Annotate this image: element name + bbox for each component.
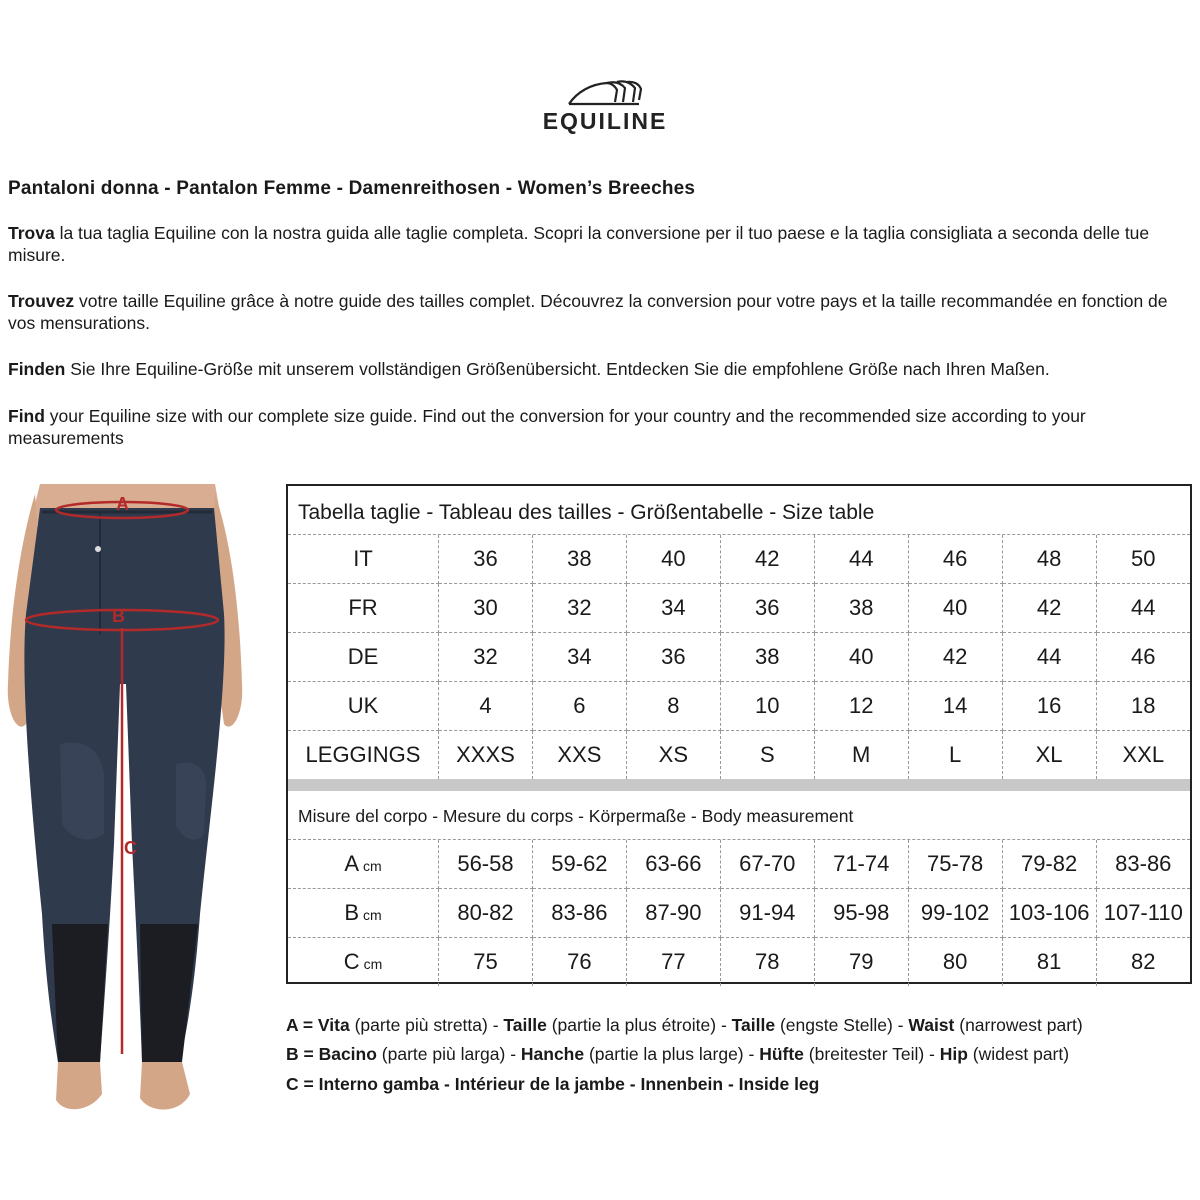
table-cell: 34 xyxy=(626,584,720,633)
row-unit: cm xyxy=(363,907,382,923)
table-cell: 36 xyxy=(439,535,533,584)
table-row xyxy=(288,889,1190,938)
legend-bold: Hüfte xyxy=(759,1044,804,1064)
table-row xyxy=(288,840,1190,889)
model-figure xyxy=(0,484,250,1120)
table-cell: 99-102 xyxy=(908,889,1002,938)
legend-bold: Taille xyxy=(731,1015,776,1035)
table-cell: 6 xyxy=(532,682,626,731)
brand-name: EQUILINE xyxy=(542,108,668,134)
intro-paragraph-fr xyxy=(8,290,1193,334)
table-separator xyxy=(288,779,1190,791)
table-cell: 95-98 xyxy=(814,889,908,938)
row-label xyxy=(288,840,439,889)
legend-bold: B = Bacino xyxy=(286,1044,377,1064)
table-cell: 75-78 xyxy=(908,840,1002,889)
table-cell: XL xyxy=(1002,731,1096,780)
table-cell: 48 xyxy=(1002,535,1096,584)
brand-logo xyxy=(530,78,680,135)
table-cell: 30 xyxy=(439,584,533,633)
table-cell: 44 xyxy=(814,535,908,584)
table-cell: 42 xyxy=(908,633,1002,682)
size-table xyxy=(286,484,1192,984)
table-cell: 40 xyxy=(908,584,1002,633)
table-cell: XXS xyxy=(532,731,626,780)
table-cell: 107-110 xyxy=(1096,889,1190,938)
breeches-model-illustration xyxy=(0,484,250,1120)
row-label: IT xyxy=(288,535,439,584)
table-cell: 10 xyxy=(720,682,814,731)
table-cell: 83-86 xyxy=(532,889,626,938)
marker-a-label: A xyxy=(116,494,129,514)
intro-paragraph-de xyxy=(8,358,1193,380)
table-cell: L xyxy=(908,731,1002,780)
table-cell: 46 xyxy=(1096,633,1190,682)
table-cell: 16 xyxy=(1002,682,1096,731)
intro-text: Sie Ihre Equiline-Größe mit unserem vollständigen Größenübersicht. Entdecken Sie die empfohlene Größe nach Ihren Maßen. xyxy=(65,359,1050,379)
table-cell: 42 xyxy=(720,535,814,584)
table-cell: 36 xyxy=(626,633,720,682)
table-cell: 18 xyxy=(1096,682,1190,731)
row-letter: A xyxy=(344,851,359,876)
table-row xyxy=(288,584,1190,633)
marker-c-label: C xyxy=(124,838,137,858)
table-cell: S xyxy=(720,731,814,780)
table-cell: 80 xyxy=(908,938,1002,987)
table-cell: 44 xyxy=(1002,633,1096,682)
intro-bold: Trova xyxy=(8,223,55,243)
size-conversion-table xyxy=(288,535,1190,779)
table-cell: M xyxy=(814,731,908,780)
legend-line-a xyxy=(286,1015,1083,1036)
table-cell: 79-82 xyxy=(1002,840,1096,889)
intro-text: your Equiline size with our complete size guide. Find out the conversion for your country and the recommended size according to your measurements xyxy=(8,406,1086,448)
table-cell: 50 xyxy=(1096,535,1190,584)
table-row xyxy=(288,938,1190,987)
table-cell: 4 xyxy=(439,682,533,731)
row-label: LEGGINGS xyxy=(288,731,439,780)
legend-text: (partie la plus étroite) - xyxy=(546,1015,732,1035)
intro-bold: Finden xyxy=(8,359,66,379)
legend-text: (engste Stelle) - xyxy=(775,1015,909,1035)
intro-bold: Trouvez xyxy=(8,291,75,311)
table-cell: 87-90 xyxy=(626,889,720,938)
table-cell: 38 xyxy=(814,584,908,633)
legend-text: (breitester Teil) - xyxy=(803,1044,940,1064)
row-letter: C xyxy=(343,949,360,974)
legend-bold: A = Vita xyxy=(286,1015,350,1035)
table-cell: 44 xyxy=(1096,584,1190,633)
table-cell: 38 xyxy=(720,633,814,682)
row-label: FR xyxy=(288,584,439,633)
table-cell: 32 xyxy=(439,633,533,682)
table-row xyxy=(288,633,1190,682)
row-unit: cm xyxy=(363,956,383,972)
table-cell: 81 xyxy=(1002,938,1096,987)
row-label xyxy=(288,889,439,938)
legend-text: (narrowest part) xyxy=(954,1015,1083,1035)
row-label xyxy=(288,938,439,987)
page-heading: Pantaloni donna - Pantalon Femme - Damenreithosen - Women’s Breeches xyxy=(8,178,696,199)
row-letter: B xyxy=(344,900,359,925)
table-cell: 36 xyxy=(720,584,814,633)
intro-text: la tua taglia Equiline con la nostra guida alle taglie completa. Scopri la conversione per il tuo paese e la taglia consigliata a seconda delle tue misure. xyxy=(8,223,1150,265)
marker-b-label: B xyxy=(112,606,125,626)
table-cell: 40 xyxy=(814,633,908,682)
table-cell: 82 xyxy=(1131,949,1156,974)
intro-text: votre taille Equiline grâce à notre guide des tailles complet. Découvrez la conversion pour votre pays et la taille recommandée en fonction de vos mensurations. xyxy=(8,291,1168,333)
legend-text: (parte più larga) - xyxy=(376,1044,521,1064)
table-cell: 32 xyxy=(532,584,626,633)
table-cell: 83-86 xyxy=(1096,840,1190,889)
row-label: DE xyxy=(288,633,439,682)
legend-bold: Hanche xyxy=(520,1044,585,1064)
table-cell: XXXS xyxy=(439,731,533,780)
row-label: UK xyxy=(288,682,439,731)
table-cell: 40 xyxy=(626,535,720,584)
table-cell: XXL xyxy=(1122,742,1165,767)
table-cell: 103-106 xyxy=(1002,889,1096,938)
table-cell: 91-94 xyxy=(720,889,814,938)
table-cell: 76 xyxy=(532,938,626,987)
table-row xyxy=(288,682,1190,731)
legend-line-b xyxy=(286,1044,1069,1065)
table-cell: 34 xyxy=(532,633,626,682)
table-cell: 12 xyxy=(814,682,908,731)
legend-line-c xyxy=(286,1074,819,1095)
legend-text: (parte più stretta) - xyxy=(349,1015,504,1035)
legend-bold: C = Interno gamba - Intérieur de la jambe - Innenbein - Inside leg xyxy=(286,1074,820,1094)
table-cell: 67-70 xyxy=(720,840,814,889)
table-cell: 46 xyxy=(908,535,1002,584)
legend-bold: Hip xyxy=(939,1044,968,1064)
table-cell: XS xyxy=(626,731,720,780)
body-measurement-table xyxy=(288,840,1190,986)
table-cell: 80-82 xyxy=(439,889,533,938)
table-cell: 71-74 xyxy=(814,840,908,889)
table-cell: 75 xyxy=(439,938,533,987)
table-cell: 14 xyxy=(908,682,1002,731)
intro-paragraph-it xyxy=(8,222,1193,266)
table-cell: 77 xyxy=(626,938,720,987)
legend-bold: Taille xyxy=(503,1015,547,1035)
table-cell: 38 xyxy=(532,535,626,584)
body-table-title: Misure del corpo - Mesure du corps - Körpermaße - Body measurement xyxy=(288,791,1190,840)
table-row xyxy=(288,535,1190,584)
table-cell: 79 xyxy=(814,938,908,987)
legend-bold: Waist xyxy=(908,1015,955,1035)
table-cell: 78 xyxy=(720,938,814,987)
row-unit: cm xyxy=(363,858,382,874)
table-cell: 8 xyxy=(626,682,720,731)
legend-text: (widest part) xyxy=(967,1044,1070,1064)
table-cell: 59-62 xyxy=(532,840,626,889)
table-cell: 56-58 xyxy=(439,840,533,889)
intro-bold: Find xyxy=(8,406,45,426)
size-table-title: Tabella taglie - Tableau des tailles - Größentabelle - Size table xyxy=(288,486,1190,535)
table-cell: 42 xyxy=(1002,584,1096,633)
table-cell: 63-66 xyxy=(626,840,720,889)
table-row xyxy=(288,731,1190,780)
horses-logo-icon xyxy=(567,78,643,108)
legend-text: (partie la plus large) - xyxy=(584,1044,760,1064)
intro-paragraph-en xyxy=(8,405,1193,449)
